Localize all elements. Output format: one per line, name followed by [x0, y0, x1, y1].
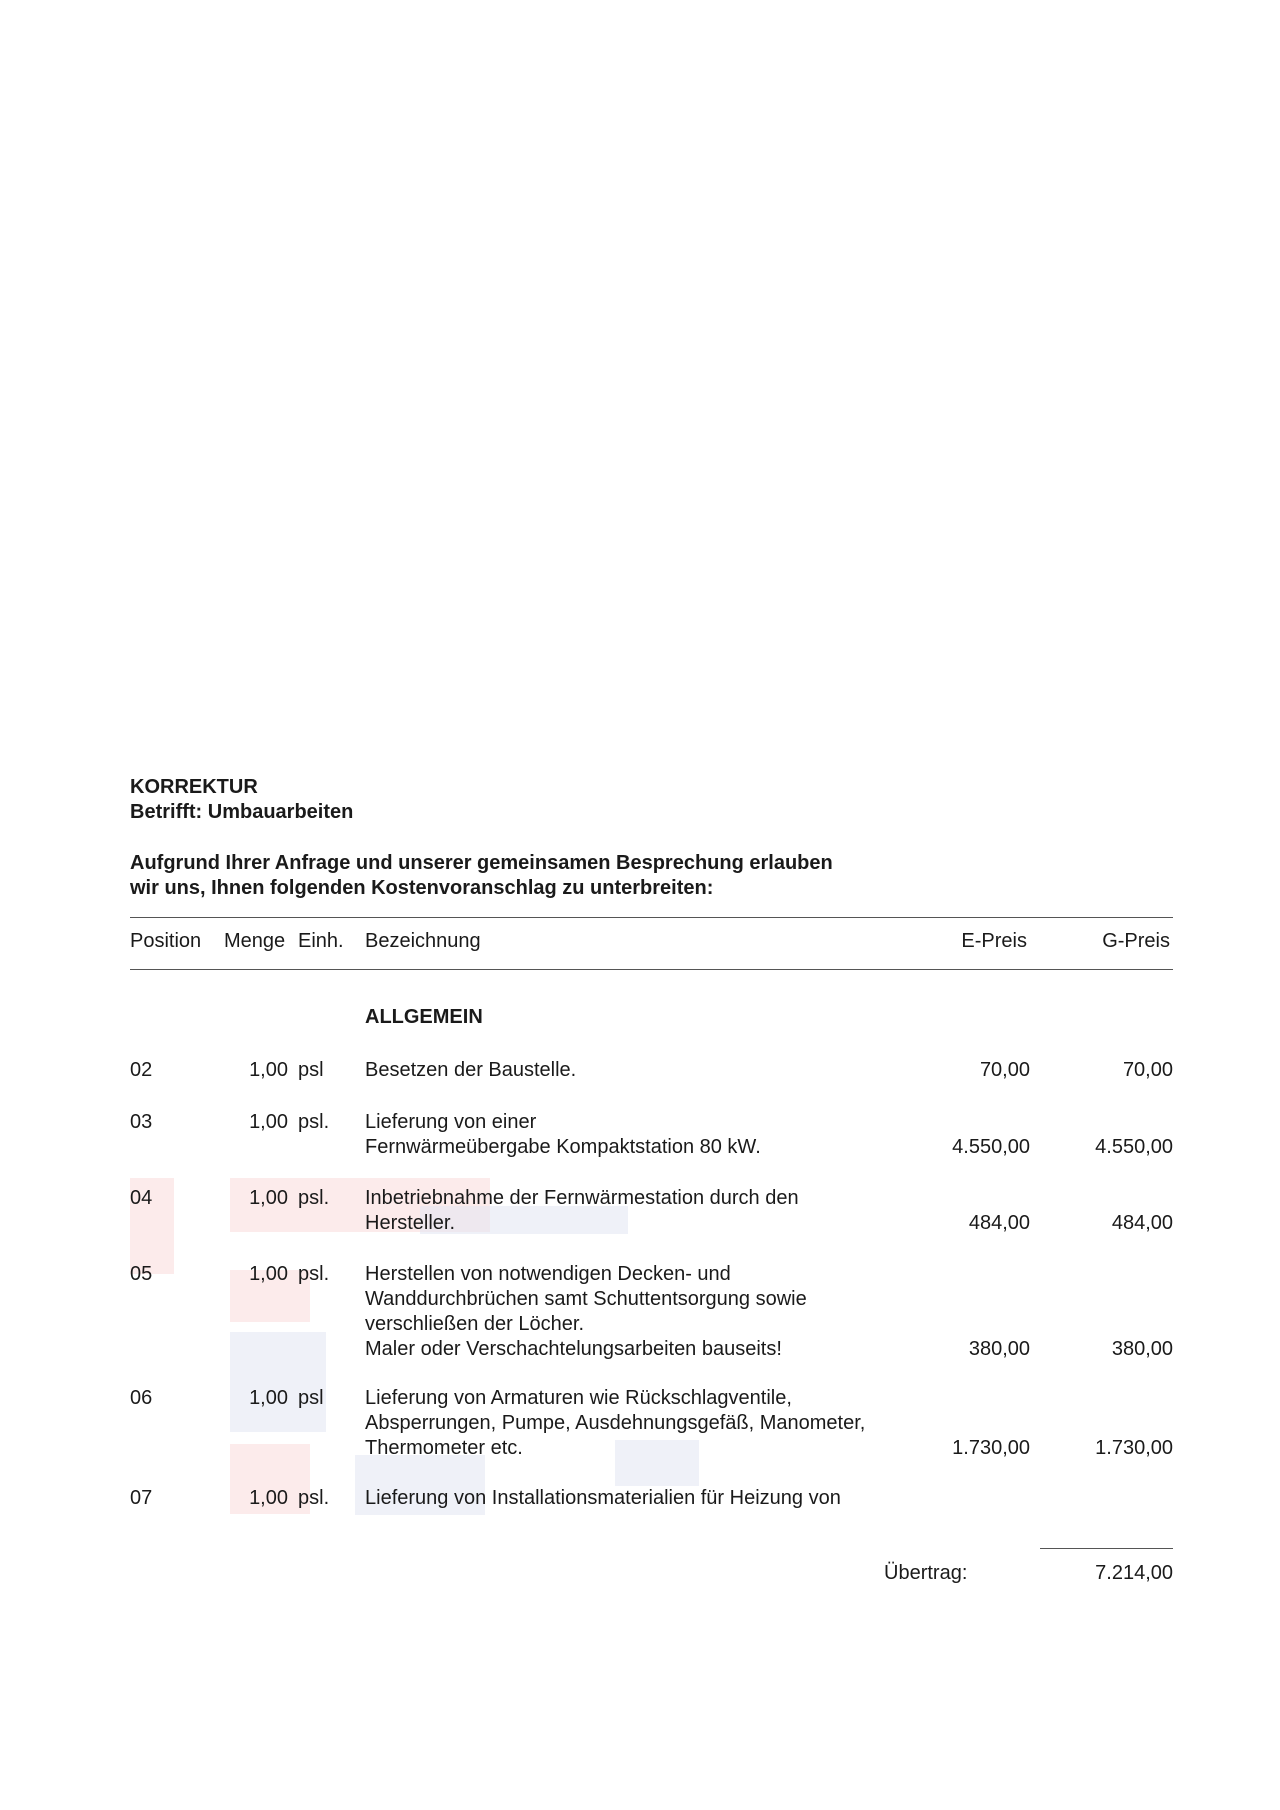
carry-over-value: 7.214,00 — [1095, 1562, 1173, 1584]
row-position: 03 — [130, 1111, 153, 1133]
row-position: 04 — [130, 1187, 153, 1209]
header-unit: Einh. — [298, 930, 344, 952]
row-position: 05 — [130, 1263, 153, 1285]
row-unit-price: 4.550,00 — [952, 1136, 1030, 1158]
carry-over-rule — [1040, 1548, 1173, 1549]
row-quantity: 1,00 — [249, 1111, 288, 1133]
intro-line: wir uns, Ihnen folgenden Kostenvoranschlag zu unterbreiten: — [130, 877, 714, 899]
row-unit: psl. — [298, 1111, 330, 1133]
row-total-price: 4.550,00 — [1095, 1136, 1173, 1158]
row-description — [365, 1186, 925, 1236]
header-unit-price: E-Preis — [961, 930, 1027, 952]
description-line: Absperrungen, Pumpe, Ausdehnungsgefäß, Manometer, — [365, 1412, 866, 1434]
row-unit: psl. — [298, 1263, 330, 1285]
row-position: 02 — [130, 1059, 153, 1081]
description-line: Lieferung von einer — [365, 1111, 537, 1133]
row-total-price: 380,00 — [1111, 1338, 1173, 1360]
row-total-price: 70,00 — [1122, 1059, 1173, 1081]
row-description — [365, 1110, 925, 1160]
header-quantity: Menge — [224, 930, 286, 952]
description-line: Inbetriebnahme der Fernwärmestation durch den — [365, 1187, 799, 1209]
document-subject: Betrifft: Umbauarbeiten — [130, 801, 354, 823]
description-line: Maler oder Verschachtelungsarbeiten bauseits! — [365, 1338, 782, 1360]
row-unit-price: 1.730,00 — [952, 1437, 1030, 1459]
carry-over-label: Übertrag: — [884, 1562, 968, 1584]
row-total-price: 484,00 — [1111, 1212, 1173, 1234]
description-line: Herstellen von notwendigen Decken- und — [365, 1263, 731, 1285]
header-description: Bezeichnung — [365, 930, 481, 952]
row-description — [365, 1058, 925, 1083]
row-quantity: 1,00 — [249, 1263, 288, 1285]
row-quantity: 1,00 — [249, 1059, 288, 1081]
row-description — [365, 1262, 925, 1362]
description-line: Thermometer etc. — [365, 1437, 523, 1459]
row-unit: psl. — [298, 1187, 330, 1209]
description-line: Lieferung von Installationsmaterialien für Heizung von — [365, 1487, 841, 1509]
document-title: KORREKTUR — [130, 776, 258, 798]
row-unit-price: 484,00 — [968, 1212, 1030, 1234]
row-description — [365, 1486, 925, 1511]
row-unit: psl — [298, 1387, 324, 1409]
description-line: Wanddurchbrüchen samt Schuttentsorgung sowie — [365, 1288, 807, 1310]
row-total-price: 1.730,00 — [1095, 1437, 1173, 1459]
description-line: verschließen der Löcher. — [365, 1313, 585, 1335]
row-unit-price: 380,00 — [968, 1338, 1030, 1360]
row-quantity: 1,00 — [249, 1487, 288, 1509]
row-position: 06 — [130, 1387, 153, 1409]
section-heading: ALLGEMEIN — [365, 1006, 483, 1028]
row-description — [365, 1386, 925, 1461]
row-quantity: 1,00 — [249, 1187, 288, 1209]
description-line: Lieferung von Armaturen wie Rückschlagventile, — [365, 1387, 792, 1409]
description-line: Hersteller. — [365, 1212, 456, 1234]
row-unit: psl — [298, 1059, 324, 1081]
description-line: Fernwärmeübergabe Kompaktstation 80 kW. — [365, 1136, 761, 1158]
description-line: Besetzen der Baustelle. — [365, 1059, 577, 1081]
intro-line: Aufgrund Ihrer Anfrage und unserer gemeinsamen Besprechung erlauben — [130, 852, 833, 874]
header-position: Position — [130, 930, 202, 952]
header-total-price: G-Preis — [1102, 930, 1170, 952]
row-quantity: 1,00 — [249, 1387, 288, 1409]
row-unit-price: 70,00 — [979, 1059, 1030, 1081]
row-unit: psl. — [298, 1487, 330, 1509]
row-position: 07 — [130, 1487, 153, 1509]
